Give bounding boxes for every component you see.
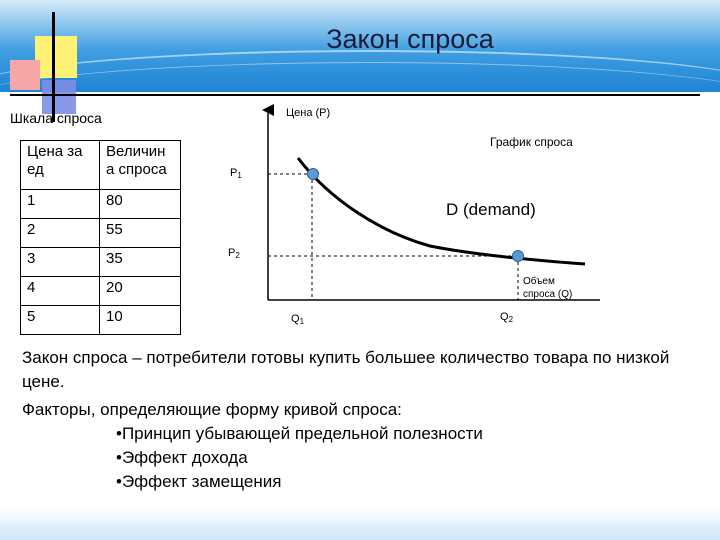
- p2-letter: P: [228, 247, 236, 259]
- factors-heading: Факторы, определяющие форму кривой спроса:: [22, 400, 402, 419]
- list-item: •Эффект замещения: [116, 472, 282, 491]
- list-item: •Принцип убывающей предельной полезности: [116, 424, 483, 443]
- table-cell: 1: [21, 190, 100, 219]
- table-header-price: Цена за ед: [21, 141, 100, 190]
- list-item: •Эффект дохода: [116, 448, 248, 467]
- q1-letter: Q: [291, 313, 300, 325]
- point-b: [513, 251, 524, 262]
- x-axis-label-line1: Объем: [523, 276, 555, 287]
- definition-text: Закон спроса – потребители готовы купить большее количество товара по низкой цене.: [22, 348, 670, 391]
- q2-letter: Q: [500, 311, 509, 323]
- x-axis-label-line2: спроса (Q): [523, 289, 573, 300]
- footer-band: [0, 508, 720, 540]
- demand-curve: [298, 158, 585, 264]
- q2-label: [500, 311, 514, 324]
- slide-title: Закон спроса: [326, 24, 494, 54]
- table-cell: 55: [100, 219, 181, 248]
- p1-subscript: 1: [237, 171, 242, 180]
- body-text: [22, 346, 712, 494]
- curve-label: D (demand): [446, 200, 536, 219]
- q1-subscript: 1: [299, 317, 305, 326]
- p2-label: [228, 247, 240, 260]
- table-cell: 10: [100, 306, 181, 335]
- p1-letter: P: [230, 167, 238, 179]
- curve-title: График спроса: [490, 135, 573, 149]
- p2-subscript: 2: [235, 251, 240, 260]
- factors-list: [22, 422, 712, 494]
- table-cell: 80: [100, 190, 181, 219]
- table-cell: 5: [21, 306, 100, 335]
- table-cell: 20: [100, 277, 181, 306]
- q2-subscript: 2: [508, 315, 514, 324]
- scale-label: Шкала спроса: [10, 110, 102, 126]
- table-header-quantity: Величин а спроса: [100, 141, 181, 190]
- table-cell: 3: [21, 248, 100, 277]
- table-cell: 2: [21, 219, 100, 248]
- p1-label: [230, 167, 242, 180]
- table-cell: 35: [100, 248, 181, 277]
- table-cell: 4: [21, 277, 100, 306]
- point-a: [308, 169, 319, 180]
- y-axis-label: Цена (P): [286, 107, 331, 119]
- q1-label: [291, 313, 305, 326]
